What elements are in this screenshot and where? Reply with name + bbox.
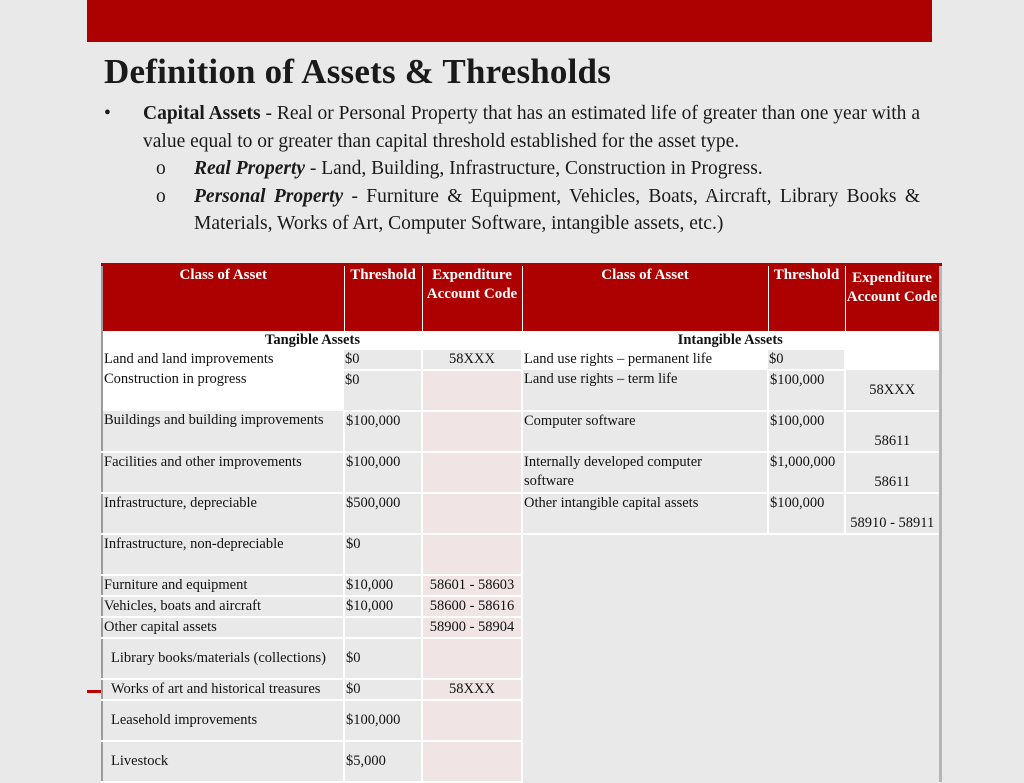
account-code-cell: 58910 - 58911 <box>845 493 940 534</box>
header-expenditure-code: Expenditure Account Code <box>422 265 522 332</box>
asset-class-cell: Works of art and historical treasures <box>102 679 344 700</box>
asset-class-cell: Infrastructure, depreciable <box>102 493 344 534</box>
header-expenditure-code: Expenditure Account Code <box>845 265 940 332</box>
threshold-cell: $10,000 <box>344 575 422 596</box>
asset-class-cell: Library books/materials (collections) <box>102 638 344 679</box>
real-property-term: Real Property <box>194 158 306 179</box>
table-row <box>102 350 940 370</box>
threshold-cell: $0 <box>344 638 422 679</box>
threshold-cell: $5,000 <box>344 741 422 782</box>
personal-property-item <box>156 183 920 238</box>
asset-class-cell: Other capital assets <box>102 617 344 638</box>
account-code-cell: 58XXX <box>422 679 522 700</box>
account-code-cell <box>422 493 522 534</box>
intangible-assets-label: Intangible Assets <box>522 331 940 350</box>
threshold-cell: $0 <box>344 370 422 411</box>
sub-bullet-icon: o <box>156 185 166 207</box>
asset-class-cell: Vehicles, boats and aircraft <box>102 596 344 617</box>
threshold-cell: $100,000 <box>768 493 845 534</box>
threshold-cell: $100,000 <box>344 411 422 452</box>
asset-class-cell: Leasehold improvements <box>102 700 344 741</box>
header-threshold: Threshold <box>768 265 845 332</box>
asset-threshold-table <box>101 263 942 783</box>
capital-assets-term: Capital Assets <box>143 103 261 124</box>
threshold-cell: $0 <box>344 350 422 370</box>
asset-class-cell: Infrastructure, non-depreciable <box>102 534 344 575</box>
asset-class-cell: Livestock <box>102 741 344 782</box>
account-code-cell: 58611 <box>845 452 940 493</box>
asset-class-cell: Construction in progress <box>102 370 344 411</box>
table-row <box>102 534 940 575</box>
threshold-cell: $100,000 <box>344 700 422 741</box>
table-row <box>102 370 940 411</box>
threshold-cell: $1,000,000 <box>768 452 845 493</box>
capital-assets-definition: - Real or Personal Property that has an estimated life of greater than one year with a value equal to or greater than capital threshold established for the asset type. <box>143 103 920 152</box>
account-code-cell <box>422 700 522 741</box>
threshold-cell: $0 <box>344 534 422 575</box>
asset-class-cell: Internally developed computer software <box>522 452 768 493</box>
threshold-cell: $0 <box>768 350 845 370</box>
table-row <box>102 452 940 493</box>
threshold-cell: $10,000 <box>344 596 422 617</box>
header-class-of-asset: Class of Asset <box>522 265 768 332</box>
bullet-icon: • <box>104 103 111 124</box>
asset-class-cell: Land use rights – term life <box>522 370 768 411</box>
account-code-cell <box>422 452 522 493</box>
table-header-row <box>102 265 940 332</box>
asset-class-cell: Computer software <box>522 411 768 452</box>
account-code-cell <box>845 350 940 370</box>
threshold-cell: $100,000 <box>768 370 845 411</box>
personal-property-term: Personal Property <box>194 185 344 207</box>
table-row <box>102 493 940 534</box>
account-code-cell: 58XXX <box>422 350 522 370</box>
top-accent-bar <box>87 0 932 42</box>
capital-assets-bullet <box>104 100 920 155</box>
slide-body <box>104 100 920 238</box>
account-code-cell: 58600 - 58616 <box>422 596 522 617</box>
account-code-cell: 58611 <box>845 411 940 452</box>
slide-title: Definition of Assets & Thresholds <box>104 52 612 91</box>
tangible-assets-label: Tangible Assets <box>102 331 522 350</box>
real-property-item <box>156 155 920 183</box>
threshold-cell: $0 <box>344 679 422 700</box>
asset-class-cell: Buildings and building improvements <box>102 411 344 452</box>
asset-class-cell: Land and land improvements <box>102 350 344 370</box>
asset-class-cell: Facilities and other improvements <box>102 452 344 493</box>
header-class-of-asset: Class of Asset <box>102 265 344 332</box>
asset-class-cell: Furniture and equipment <box>102 575 344 596</box>
table-row <box>102 411 940 452</box>
account-code-cell: 58900 - 58904 <box>422 617 522 638</box>
account-code-cell <box>422 411 522 452</box>
section-header-row <box>102 331 940 350</box>
header-threshold: Threshold <box>344 265 422 332</box>
sub-bullet-icon: o <box>156 158 166 179</box>
threshold-cell: $100,000 <box>344 452 422 493</box>
asset-class-cell: Other intangible capital assets <box>522 493 768 534</box>
asset-class-cell: Land use rights – permanent life <box>522 350 768 370</box>
account-code-cell <box>422 638 522 679</box>
account-code-cell: 58601 - 58603 <box>422 575 522 596</box>
account-code-cell <box>422 741 522 782</box>
threshold-cell: $100,000 <box>768 411 845 452</box>
real-property-definition: - Land, Building, Infrastructure, Construction in Progress. <box>305 158 763 179</box>
threshold-cell: $500,000 <box>344 493 422 534</box>
account-code-cell <box>422 534 522 575</box>
threshold-cell <box>344 617 422 638</box>
account-code-cell: 58XXX <box>845 370 940 411</box>
personal-property-definition: - Furniture & Equipment, Vehicles, Boats, Aircraft, Library Books & Materials, Works of Art, Computer Software, intangible assets, etc.) <box>194 185 920 234</box>
account-code-cell <box>422 370 522 411</box>
